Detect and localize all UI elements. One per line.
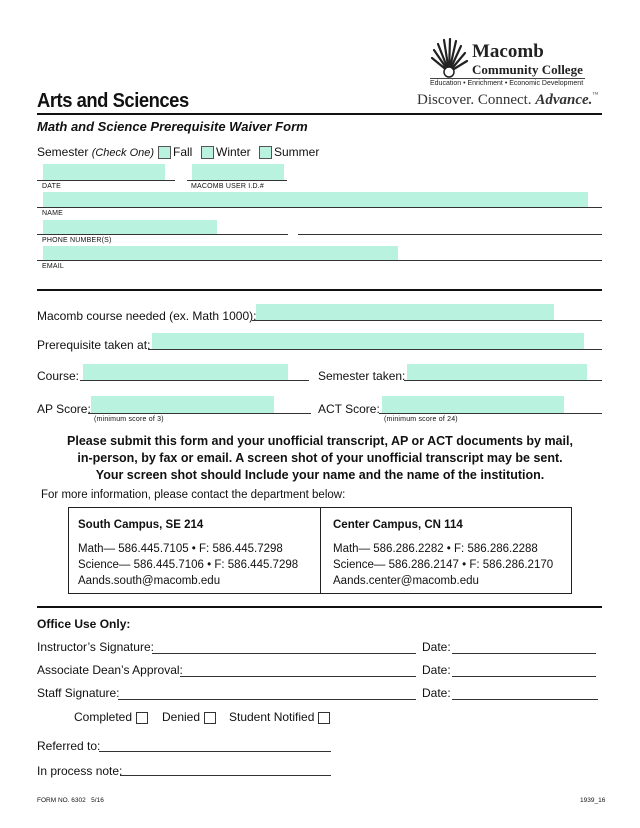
course-line (80, 380, 309, 381)
dean-date-label: Date: (422, 663, 451, 677)
email-label: EMAIL (42, 263, 65, 270)
date-field[interactable] (43, 164, 165, 180)
logo-slogan (417, 92, 598, 109)
logo-subline: Education • Enrichment • Economic Development (430, 80, 584, 87)
instructor-signature-label: Instructor’s Signature: (37, 640, 154, 654)
email-field[interactable] (43, 246, 398, 260)
act-score-hint: (minimum score of 24) (384, 416, 458, 423)
contact-divider (320, 508, 321, 593)
act-score-field[interactable] (382, 396, 564, 413)
ap-score-hint: (minimum score of 3) (94, 416, 164, 423)
email-line (37, 260, 602, 261)
user-id-field[interactable] (192, 164, 284, 180)
section-rule-2 (37, 606, 602, 608)
south-science: Science— 586.445.7106 • F: 586.445.7298 (78, 559, 299, 571)
semester-taken-field[interactable] (407, 364, 587, 380)
center-campus (333, 517, 553, 589)
summer-checkbox[interactable] (259, 146, 272, 159)
form-subtitle: Math and Science Prerequisite Waiver Form (37, 119, 308, 134)
staff-signature-label: Staff Signature: (37, 686, 120, 700)
south-email[interactable]: Aands.south@macomb.edu (78, 575, 221, 587)
instructor-signature-line[interactable] (152, 653, 416, 654)
course-needed-line (252, 320, 602, 321)
semester-taken-line (404, 380, 602, 381)
center-science: Science— 586.286.2147 • F: 586.286.2170 (333, 559, 554, 571)
staff-date-label: Date: (422, 686, 451, 700)
slogan-tm: ™ (592, 92, 599, 98)
phone-label: PHONE NUMBER(S) (42, 237, 112, 244)
name-field[interactable] (43, 192, 588, 207)
slogan-advance: Advance. (535, 92, 593, 108)
form-code: 1939_16 (580, 797, 606, 804)
slogan-text: Discover. Connect. (417, 92, 536, 108)
logo-name-line2: Community College (472, 62, 583, 77)
dean-date-line[interactable] (452, 676, 596, 677)
office-use-heading: Office Use Only: (37, 617, 131, 631)
in-process-line[interactable] (120, 775, 331, 776)
prereq-label: Prerequisite taken at: (37, 338, 151, 352)
course-label: Course: (37, 369, 80, 383)
winter-checkbox[interactable] (201, 146, 214, 159)
date-label: DATE (42, 183, 61, 190)
summer-label: Summer (274, 145, 320, 159)
section-rule-1 (37, 289, 602, 291)
semester-label-text: Semester (37, 145, 89, 159)
south-campus (78, 517, 298, 589)
logo-underline (430, 78, 585, 79)
semester-taken-label: Semester taken: (318, 369, 406, 383)
instructions-line-2: in-person, by fax or email. A screen shot of your unofficial transcript may be sent. (77, 451, 563, 465)
referred-label: Referred to: (37, 739, 101, 753)
user-id-label: MACOMB USER I.D.# (191, 183, 265, 190)
instructor-date-label: Date: (422, 640, 451, 654)
completed-checkbox[interactable] (136, 712, 148, 724)
instructions-line-3: Your screen shot should Include your name and the name of the institution. (95, 468, 545, 482)
sunburst-logo-icon (428, 38, 470, 80)
staff-signature-line[interactable] (118, 699, 416, 700)
name-label: NAME (42, 210, 64, 217)
contact-box (68, 507, 572, 594)
completed-label: Completed (74, 710, 133, 724)
denied-checkbox[interactable] (204, 712, 216, 724)
course-needed-field[interactable] (256, 304, 554, 320)
ap-score-label: AP Score: (37, 402, 91, 416)
course-needed-label: Macomb course needed (ex. Math 1000): (37, 309, 257, 323)
dean-approval-label: Associate Dean’s Approval: (37, 663, 183, 677)
fall-checkbox[interactable] (158, 146, 171, 159)
phone-field[interactable] (43, 220, 217, 234)
act-score-label: ACT Score: (318, 402, 380, 416)
course-field[interactable] (83, 364, 288, 380)
instructor-date-line[interactable] (452, 653, 596, 654)
header-rule (37, 113, 602, 115)
in-process-label: In process note: (37, 764, 123, 778)
name-line (37, 207, 602, 208)
fall-label: Fall (173, 145, 193, 159)
prereq-field[interactable] (152, 333, 584, 349)
semester-label (37, 145, 154, 159)
phone-line-1 (37, 234, 288, 235)
dean-approval-line[interactable] (180, 676, 416, 677)
submission-instructions (30, 433, 610, 484)
denied-label: Denied (162, 710, 201, 724)
logo-name-line1: Macomb (472, 41, 544, 62)
act-score-line (379, 413, 602, 414)
south-math: Math— 586.445.7105 • F: 586.445.7298 (78, 543, 283, 555)
page-title: Arts and Sciences (37, 90, 189, 112)
center-math: Math— 586.286.2282 • F: 586.286.2288 (333, 543, 538, 555)
referred-line[interactable] (99, 751, 331, 752)
instructions-line-1: Please submit this form and your unofficial transcript, AP or ACT documents by mail, (67, 434, 573, 448)
form-number: FORM NO. 6302 5/16 (37, 797, 104, 804)
date-line (37, 180, 175, 181)
prereq-line (148, 349, 602, 350)
winter-label: Winter (216, 145, 251, 159)
phone-line-2 (298, 234, 602, 235)
semester-hint: (Check One) (91, 147, 155, 159)
south-campus-title: South Campus, SE 214 (78, 519, 204, 531)
center-email[interactable]: Aands.center@macomb.edu (333, 575, 479, 587)
user-id-line (187, 180, 287, 181)
contact-intro: For more information, please contact the department below: (41, 489, 346, 501)
staff-date-line[interactable] (452, 699, 598, 700)
center-campus-title: Center Campus, CN 114 (333, 519, 463, 531)
notified-label: Student Notified (229, 710, 315, 724)
ap-score-field[interactable] (91, 396, 274, 413)
notified-checkbox[interactable] (318, 712, 330, 724)
ap-score-line (88, 413, 311, 414)
